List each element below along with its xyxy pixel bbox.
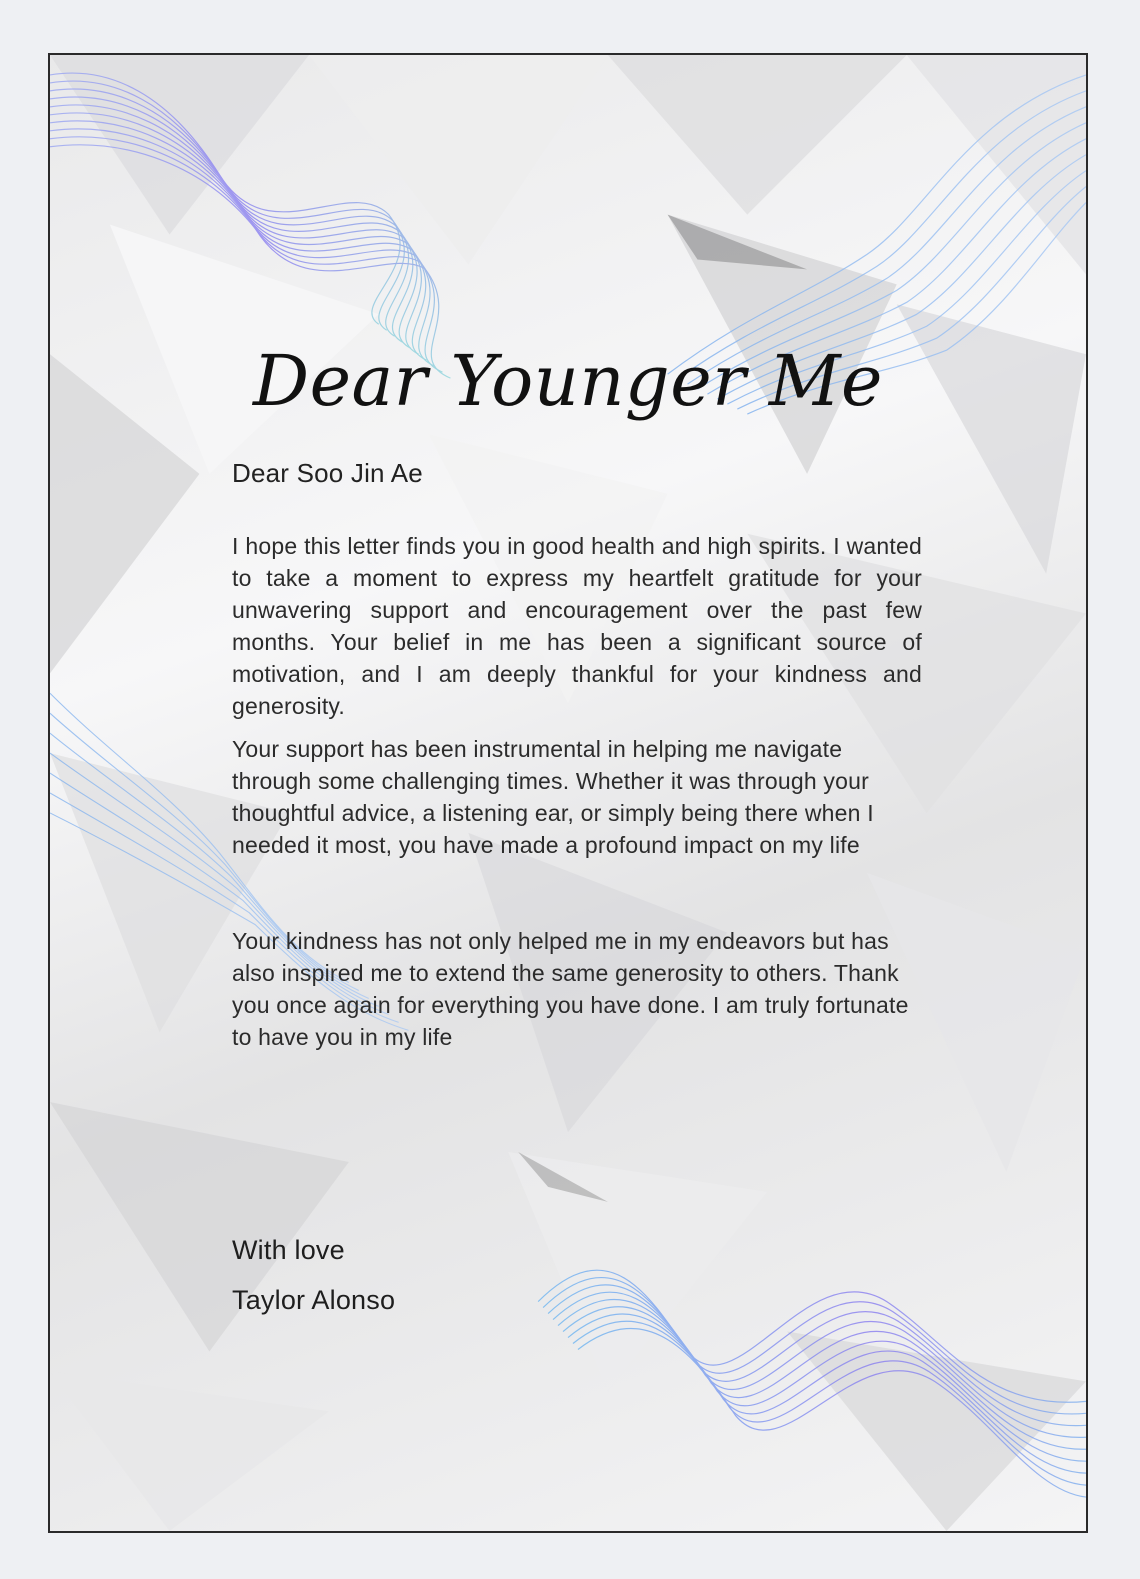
letter-paragraph-1: I hope this letter finds you in good health and high spirits. I wanted to take a moment to express my heartfelt gratitude for your unwavering support and encouragement over the past few months. Your belief in me has been a significant source of motivation, and I am deeply thankful for your kindness and generosity. [232,533,922,719]
letter-greeting: Dear Soo Jin Ae [232,458,423,488]
letter-paragraph-3: Your kindness has not only helped me in my endeavors but has also inspired me to extend the same generosity to others. Thank you once again for everything you have done. I am truly fortunate to have you in my life [232,928,909,1050]
letter-signature: Taylor Alonso [232,1285,396,1315]
letter-title: Dear Younger Me [253,340,883,422]
letter-closing: With love [232,1235,345,1265]
letter-page [48,53,1088,1533]
letter-closing-block [232,1225,922,1325]
letter-paragraph-2: Your support has been instrumental in helping me navigate through some challenging times. Whether it was through your thoughtful advice, a listening ear, or simply being there when I needed it most, you have made a profound impact on my life [232,736,874,858]
